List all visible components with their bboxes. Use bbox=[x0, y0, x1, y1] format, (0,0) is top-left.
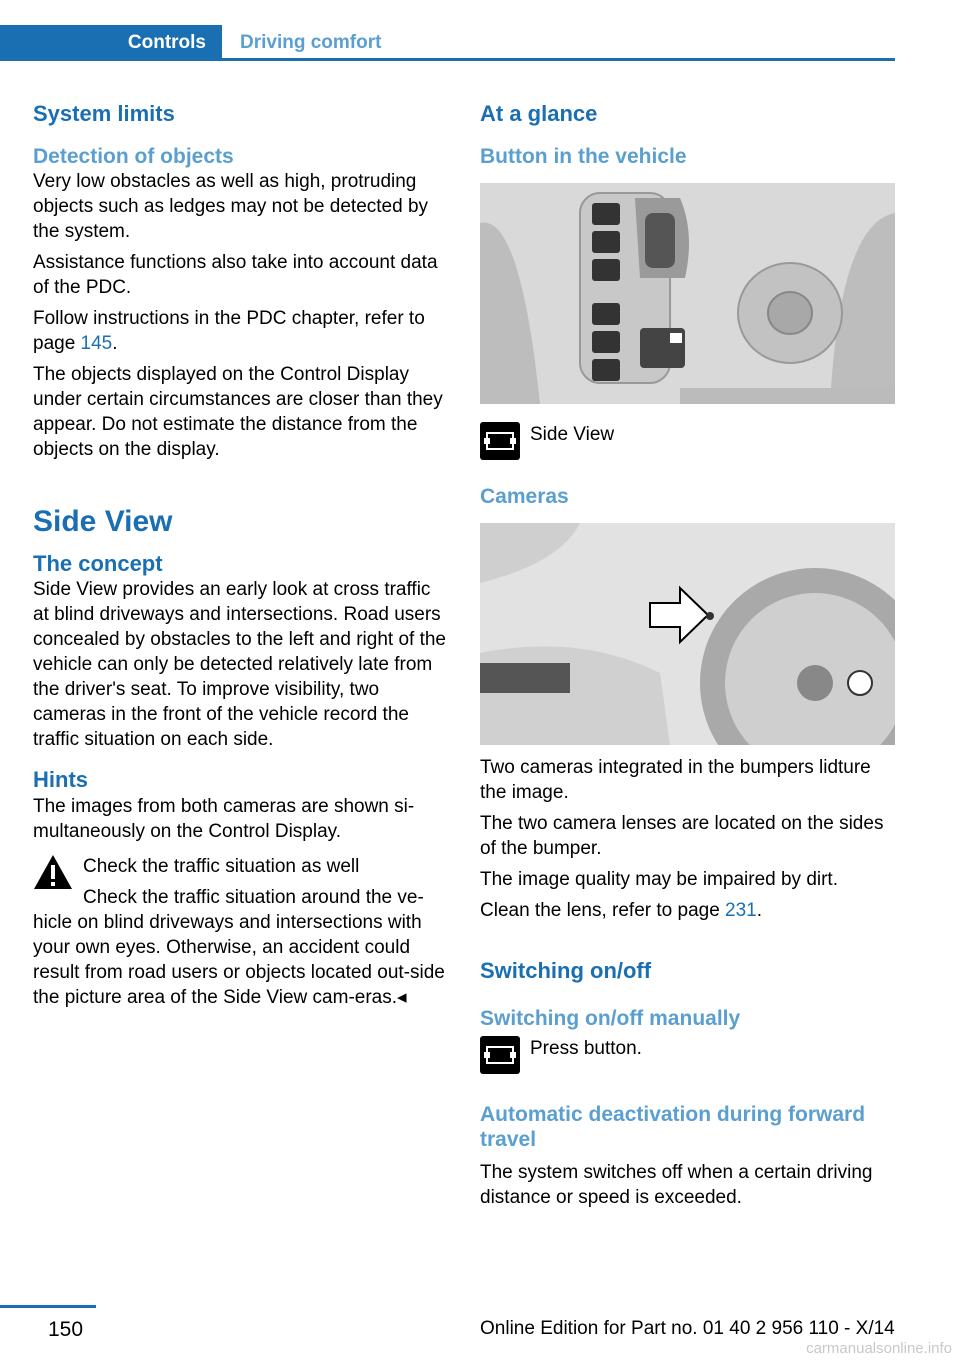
page-number: 150 bbox=[48, 1318, 84, 1341]
heading-system-limits: System limits bbox=[33, 101, 175, 126]
concept-paragraph: Side View provides an early look at cross traffic at blind driveways and intersections. Road users concealed by obstacles to the left and right of the vehicle can only be detected relatively late from the driver's seat. To improve visibility, two cameras in the front of the vehicle record the traffic situation on each side. bbox=[33, 579, 446, 751]
right-column bbox=[480, 100, 895, 1210]
footer-edition: Online Edition for Part no. 01 40 2 956 110 - X/14 bbox=[480, 1318, 895, 1339]
tab-driving-comfort[interactable]: Driving comfort bbox=[240, 32, 382, 53]
cameras-paragraph-4 bbox=[480, 898, 895, 923]
warning-icon bbox=[33, 854, 73, 890]
cameras-p4-text: Clean the lens, refer to page bbox=[480, 899, 726, 921]
press-button-label: Press button. bbox=[530, 1037, 642, 1059]
warning-body: hicle on blind driveways and intersections with your own eyes. Otherwise, an accident could result from road users or objects located out-side the picture area of the Side View cam-eras.◂ bbox=[33, 911, 445, 1008]
warning-block bbox=[33, 854, 448, 1010]
page-link-231[interactable]: 231 bbox=[725, 899, 757, 921]
side-view-button-label: Side View bbox=[530, 423, 615, 445]
detection-p3-text: Follow instructions in the PDC chapter, refer to page bbox=[33, 307, 425, 354]
cameras-paragraph-2: The two camera lenses are located on the sides of the bumper. bbox=[480, 812, 884, 859]
automatic-deactivation-paragraph: The system switches off when a certain driving distance or speed is exceeded. bbox=[480, 1161, 873, 1208]
heading-switching-on-off: Switching on/off bbox=[480, 957, 652, 983]
header-rule bbox=[0, 58, 895, 61]
cameras-paragraph-3: The image quality may be impaired by dirt. bbox=[480, 868, 838, 890]
press-button-row bbox=[480, 1036, 895, 1076]
heading-automatic-deactivation: Automatic deactivation during forward travel bbox=[480, 1102, 866, 1151]
footer-rule bbox=[0, 1305, 96, 1308]
detection-p3-end: . bbox=[112, 332, 118, 354]
page-link-145[interactable]: 145 bbox=[80, 332, 113, 354]
header-tabbar bbox=[0, 25, 895, 61]
warning-title: Check the traffic situation as well bbox=[83, 855, 360, 877]
left-column bbox=[33, 100, 448, 1010]
watermark: carmanualsonline.info bbox=[806, 1340, 952, 1357]
heading-button-in-vehicle: Button in the vehicle bbox=[480, 144, 687, 168]
hints-paragraph: The images from both cameras are shown simultaneously on the Control Display. bbox=[33, 795, 415, 842]
heading-side-view: Side View bbox=[33, 504, 173, 538]
side-view-button-row bbox=[480, 422, 895, 462]
console-photo bbox=[480, 183, 895, 404]
cameras-p4-end: . bbox=[756, 899, 763, 921]
heading-the-concept: The concept bbox=[33, 550, 163, 576]
heading-detection-of-objects: Detection of objects bbox=[33, 144, 234, 168]
detection-paragraph-2: Assistance functions also take into account data of the PDC. bbox=[33, 251, 438, 298]
detection-paragraph-3 bbox=[33, 306, 448, 356]
camera-photo bbox=[480, 523, 895, 745]
cameras-paragraph-1: Two cameras integrated in the bumpers lidture the image. bbox=[480, 756, 871, 803]
heading-switching-manually: Switching on/off manually bbox=[480, 1007, 741, 1031]
warning-line-1: Check the traffic situation around the ve- bbox=[83, 886, 424, 908]
heading-hints: Hints bbox=[33, 767, 88, 793]
detection-paragraph-1: Very low obstacles as well as high, protruding objects such as ledges may not be detected by the system. bbox=[33, 170, 429, 242]
detection-paragraph-4: The objects displayed on the Control Display under certain circumstances are closer than they appear. Do not estimate the distance from the objects on the display. bbox=[33, 363, 443, 460]
side-view-button-icon-2 bbox=[480, 1036, 520, 1074]
side-view-button-icon bbox=[480, 422, 520, 460]
heading-at-a-glance: At a glance bbox=[480, 101, 598, 126]
tab-controls[interactable]: Controls bbox=[0, 25, 222, 61]
heading-cameras: Cameras bbox=[480, 484, 569, 508]
